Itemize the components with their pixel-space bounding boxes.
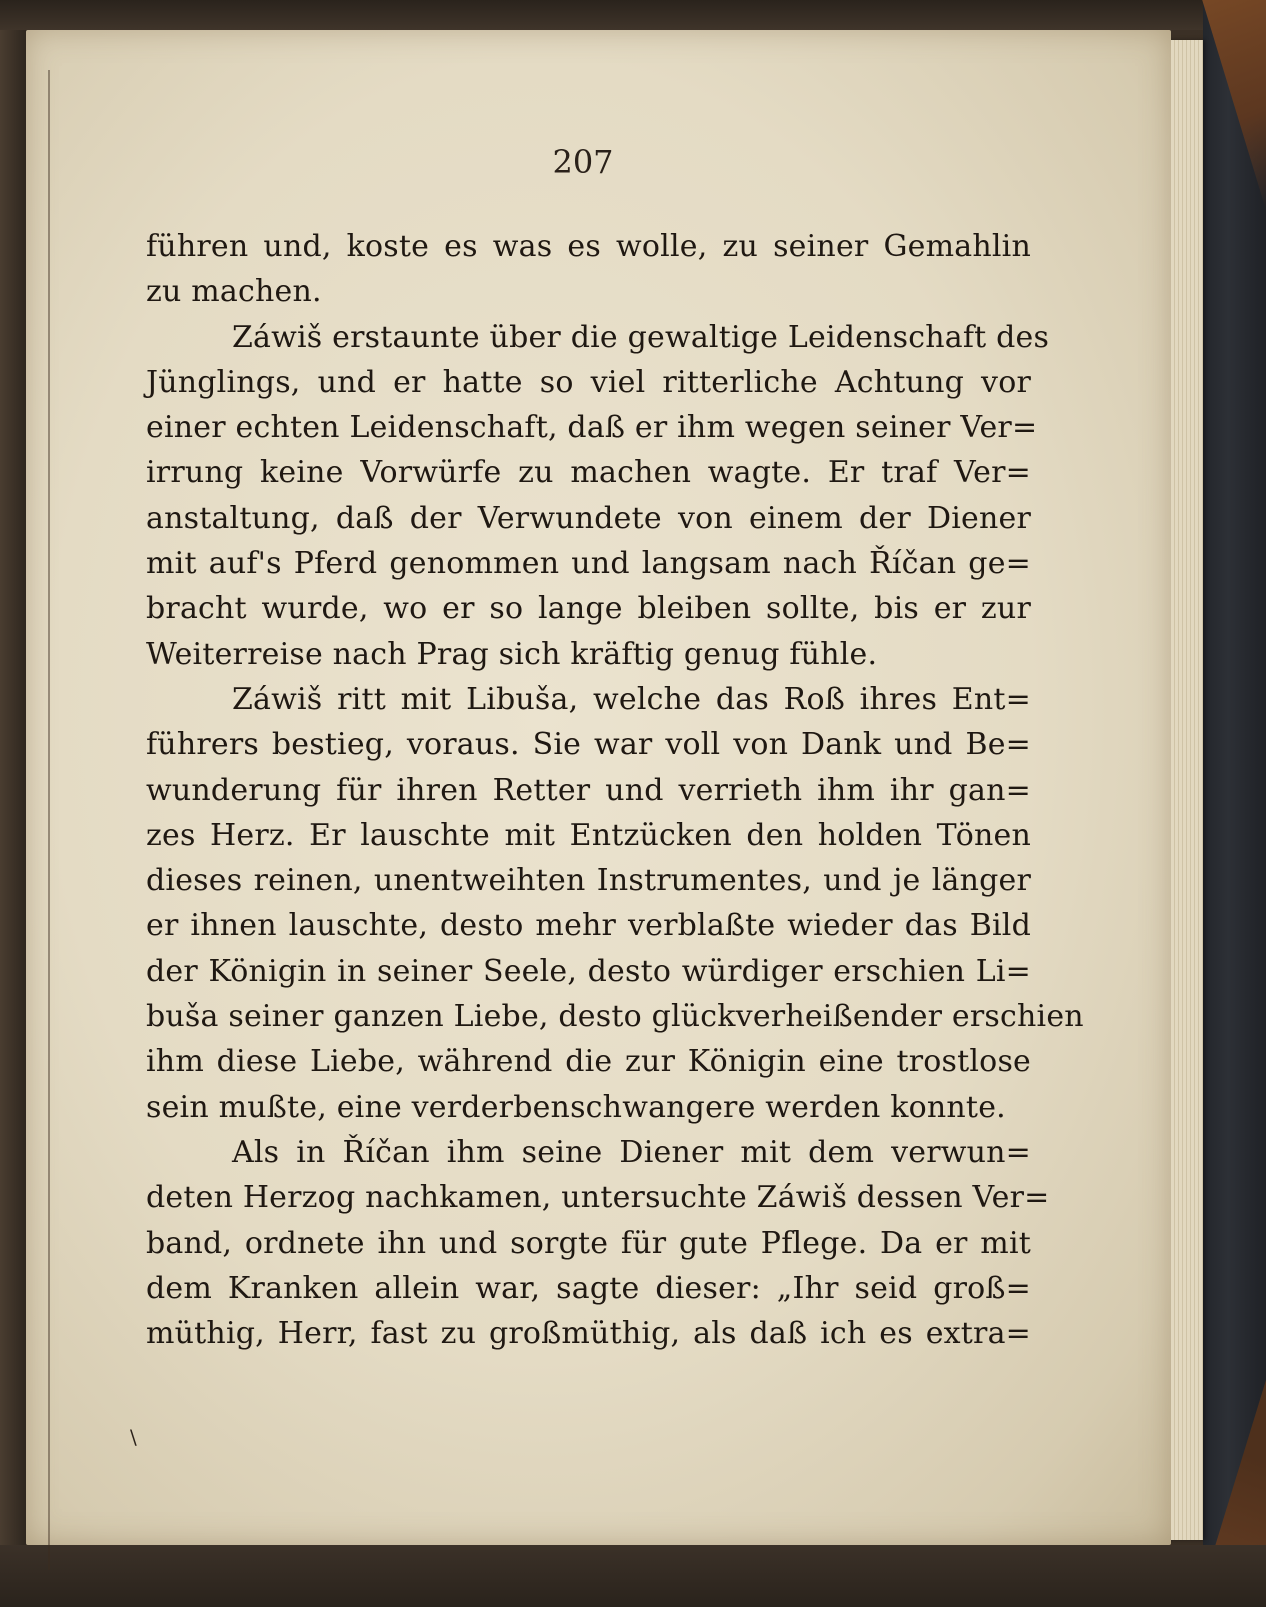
text-line: Als in Říčan ihm seine Diener mit dem verwun= bbox=[232, 1134, 1031, 1170]
text-line: dem Kranken allein war, sagte dieser: „Ihr seid groß= bbox=[146, 1270, 1031, 1306]
text-line: er ihnen lauschte, desto mehr verblaßte wieder das Bild bbox=[146, 908, 1031, 944]
stray-ink-mark: \ bbox=[130, 1425, 137, 1449]
text-line: einer echten Leidenschaft, daß er ihm wegen seiner Ver= bbox=[146, 410, 1038, 446]
text-line: Weiterreise nach Prag sich kräftig genug fühle. bbox=[146, 636, 878, 672]
text-line: bracht wurde, wo er so lange bleiben sollte, bis er zur bbox=[146, 591, 1031, 627]
text-line: buša seiner ganzen Liebe, desto glückverheißender erschien bbox=[146, 999, 1084, 1035]
text-line: mit auf's Pferd genommen und langsam nach Říčan ge= bbox=[146, 546, 1031, 582]
cover-top-edge bbox=[0, 0, 1266, 30]
text-line: sein mußte, eine verderbenschwangere werden konnte. bbox=[146, 1089, 1006, 1125]
text-line: ihm diese Liebe, während die zur Königin eine trostlose bbox=[146, 1044, 1031, 1080]
text-line: der Königin in seiner Seele, desto würdiger erschien Li= bbox=[146, 953, 1031, 989]
text-line: führers bestieg, voraus. Sie war voll von Dank und Be= bbox=[146, 727, 1031, 763]
text-line: deten Herzog nachkamen, untersuchte Záwiš dessen Ver= bbox=[146, 1180, 1050, 1216]
body-text bbox=[146, 224, 1084, 1356]
cover-right-edge bbox=[1203, 0, 1266, 1607]
text-line: führen und, koste es was es wolle, zu seiner Gemahlin bbox=[146, 229, 1031, 264]
text-line: wunderung für ihren Retter und verrieth ihm ihr gan= bbox=[146, 772, 1031, 808]
text-line: Jünglings, und er hatte so viel ritterliche Achtung vor bbox=[146, 364, 1031, 400]
text-line: zu machen. bbox=[146, 274, 322, 310]
cover-bottom-edge bbox=[0, 1545, 1266, 1607]
text-line: band, ordnete ihn und sorgte für gute Pflege. Da er mit bbox=[146, 1225, 1031, 1261]
text-line: Záwiš ritt mit Libuša, welche das Roß ihres Ent= bbox=[232, 681, 1031, 717]
text-line: zes Herz. Er lauschte mit Entzücken den holden Tönen bbox=[146, 817, 1031, 853]
page-number: 207 bbox=[552, 143, 614, 181]
gutter-line bbox=[48, 70, 50, 1570]
text-line: müthig, Herr, fast zu großmüthig, als daß ich es extra= bbox=[146, 1316, 1031, 1352]
text-line: anstaltung, daß der Verwundete von einem der Diener bbox=[146, 500, 1031, 536]
text-line: dieses reinen, unentweihten Instrumentes, und je länger bbox=[146, 863, 1031, 899]
text-line: irrung keine Vorwürfe zu machen wagte. Er traf Ver= bbox=[146, 455, 1031, 491]
text-line: Záwiš erstaunte über die gewaltige Leidenschaft des bbox=[232, 319, 1050, 355]
